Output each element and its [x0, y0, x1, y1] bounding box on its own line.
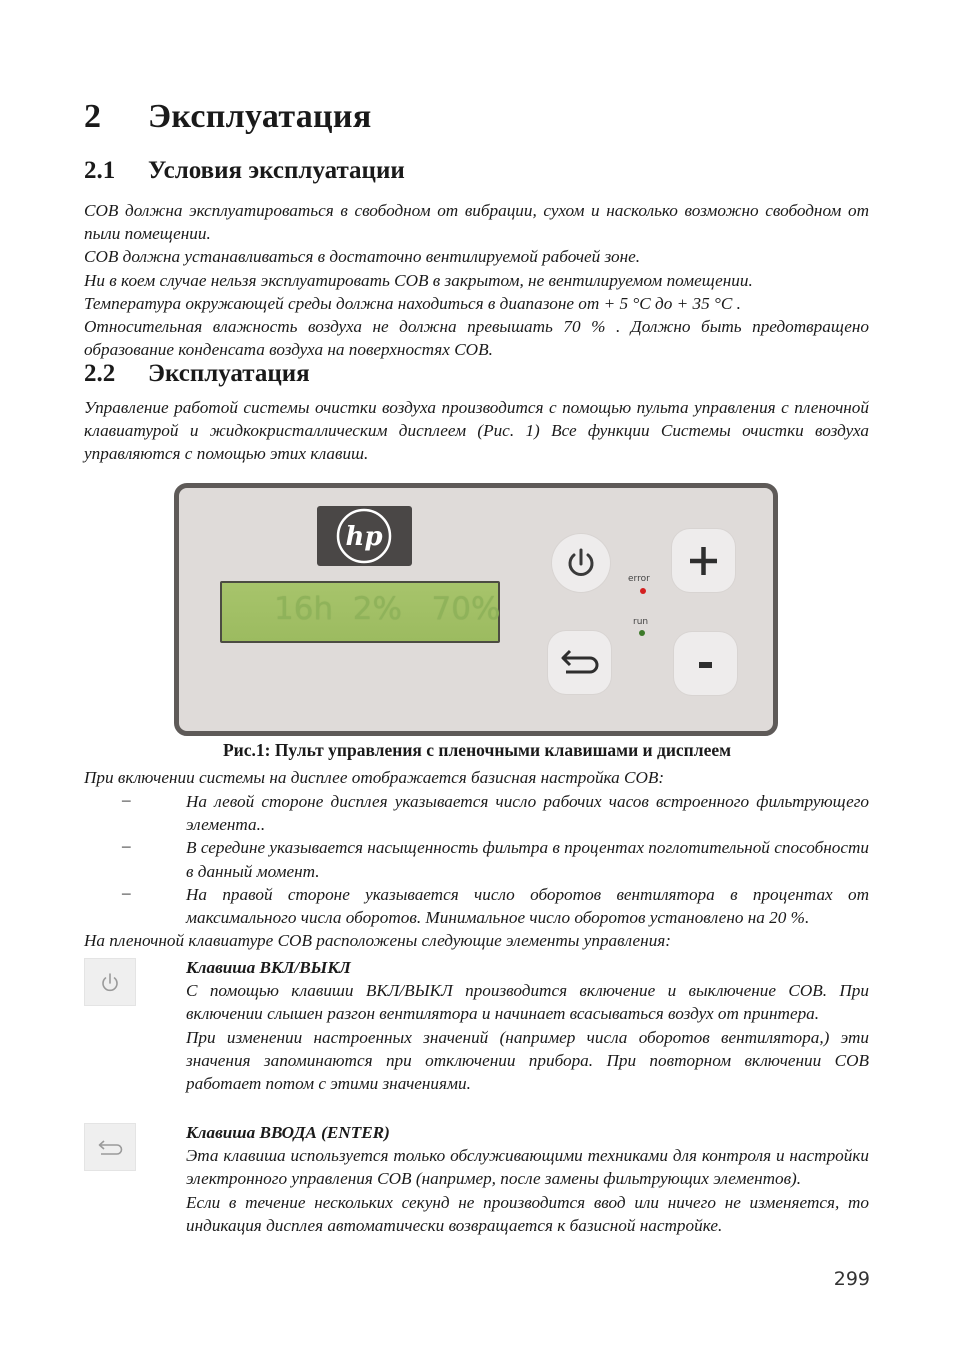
paragraph: При изменении настроенных значений (например числа оборотов вентилятора,) эти значения запоминаются при отключении прибора. При повторном включении СОВ работает потом с этими значениями.: [186, 1027, 869, 1094]
key-description-power: [84, 956, 869, 1095]
list-item: [84, 883, 869, 929]
section-2-1-body: [84, 199, 869, 361]
power-key-thumbnail: [84, 958, 136, 1006]
power-icon: [85, 959, 135, 1005]
run-led: [639, 630, 645, 636]
figure-caption: Рис.1: Пульт управления с пленочными клавишами и дисплеем: [222, 740, 732, 760]
key-description-enter: [84, 1121, 869, 1237]
key-description-text: [186, 956, 869, 1095]
paragraph: На пленочной клавиатуре СОВ расположены следующие элементы управления:: [84, 931, 672, 950]
section-heading-2-2: [84, 360, 310, 388]
section-title: Условия эксплуатации: [148, 157, 405, 184]
paragraph: Если в течение нескольких секунд не производится ввод или ничего не изменяется, то индикация дисплея автоматически возвращается к базисной настройке.: [186, 1192, 869, 1235]
list-dash: –: [122, 882, 131, 902]
paragraph: Управление работой системы очистки воздуха производится с помощью пульта управления с пленочной клавиатурой и жидкокристаллическим дисплеем (Рис. 1) Все функции Системы очистки воздуха управляются с помощью этих клавиш.: [84, 398, 869, 464]
error-led-label: error: [628, 574, 650, 584]
paragraph: СОВ должна эксплуатироваться в свободном от вибрации, сухом и насколько возможно свободном от пыли помещении.: [84, 201, 869, 244]
enter-key-thumbnail: [84, 1123, 136, 1171]
chapter-title: Эксплуатация: [148, 98, 372, 135]
plus-button[interactable]: [672, 529, 735, 592]
paragraph: СОВ должна устанавливаться в достаточно вентилируемой рабочей зоне.: [84, 247, 641, 267]
lcd-display: [220, 581, 500, 643]
list-item: [84, 836, 869, 882]
list-item-text: На левой стороне дисплея указывается число рабочих часов встроенного фильтрующего элемента..: [186, 792, 869, 835]
paragraph: Ни в коем случае нельзя эксплуатировать СОВ в закрытом, не вентилируемом помещении.: [84, 270, 753, 290]
section-title: Эксплуатация: [148, 360, 310, 387]
chapter-number: 2: [84, 98, 102, 135]
run-led-label: run: [633, 617, 649, 627]
error-led: [640, 588, 646, 594]
display-intro: [84, 766, 869, 789]
control-panel-figure: [174, 483, 778, 736]
power-button[interactable]: [552, 534, 610, 592]
key-description-text: [186, 1121, 869, 1237]
list-item-text: В середине указывается насыщенность фильтра в процентах поглотительной способности в данный момент.: [186, 838, 869, 881]
key-title: Клавиша ВКЛ/ВЫКЛ: [186, 958, 351, 977]
enter-icon: [548, 631, 611, 694]
lcd-readout: 16h 2% 70%: [274, 591, 501, 627]
list-item: [84, 790, 869, 836]
paragraph: Температура окружающей среды должна находиться в диапазоне от + 5 °C до + 35 °C .: [84, 293, 741, 313]
section-number: 2.1: [84, 157, 116, 184]
paragraph: Относительная влажность воздуха не должна превышать 70 % . Должно быть предотвращено образование конденсата воздуха на поверхностях СОВ.: [84, 317, 869, 360]
hp-logo-icon: [317, 506, 412, 566]
section-heading-2-1: [84, 157, 405, 185]
page-number: 299: [833, 1268, 870, 1290]
paragraph: При включении системы на дисплее отображается базисная настройка СОВ:: [84, 768, 665, 787]
display-description-list: [84, 790, 869, 929]
section-number: 2.2: [84, 360, 116, 387]
plus-icon: [672, 529, 735, 592]
list-dash: –: [122, 836, 131, 856]
logo-text: hp: [345, 522, 383, 552]
section-2-2-intro: [84, 396, 869, 466]
paragraph: С помощью клавиши ВКЛ/ВЫКЛ производится включение и выключение СОВ. При включении слышен разгон вентилятора и начинает всасываться воздух от принтера.: [186, 981, 869, 1024]
key-title: Клавиша ВВОДА (ENTER): [186, 1123, 390, 1142]
minus-button[interactable]: [674, 632, 737, 695]
hp-logo: [317, 506, 412, 566]
list-item-text: На правой стороне указывается число оборотов вентилятора в процентах от максимального числа оборотов. Минимальное число оборотов установлено на 20 %.: [186, 884, 869, 928]
enter-button[interactable]: [548, 631, 611, 694]
enter-icon: [85, 1124, 135, 1170]
paragraph: Эта клавиша используется только обслуживающими техниками для контроля и настройки электронного управления СОВ (например, после замены фильтрующих элементов).: [186, 1146, 869, 1189]
power-icon: [552, 534, 610, 592]
controls-intro: [84, 929, 869, 952]
minus-icon: [674, 632, 737, 695]
list-dash: –: [122, 790, 131, 809]
chapter-heading: [84, 98, 372, 136]
